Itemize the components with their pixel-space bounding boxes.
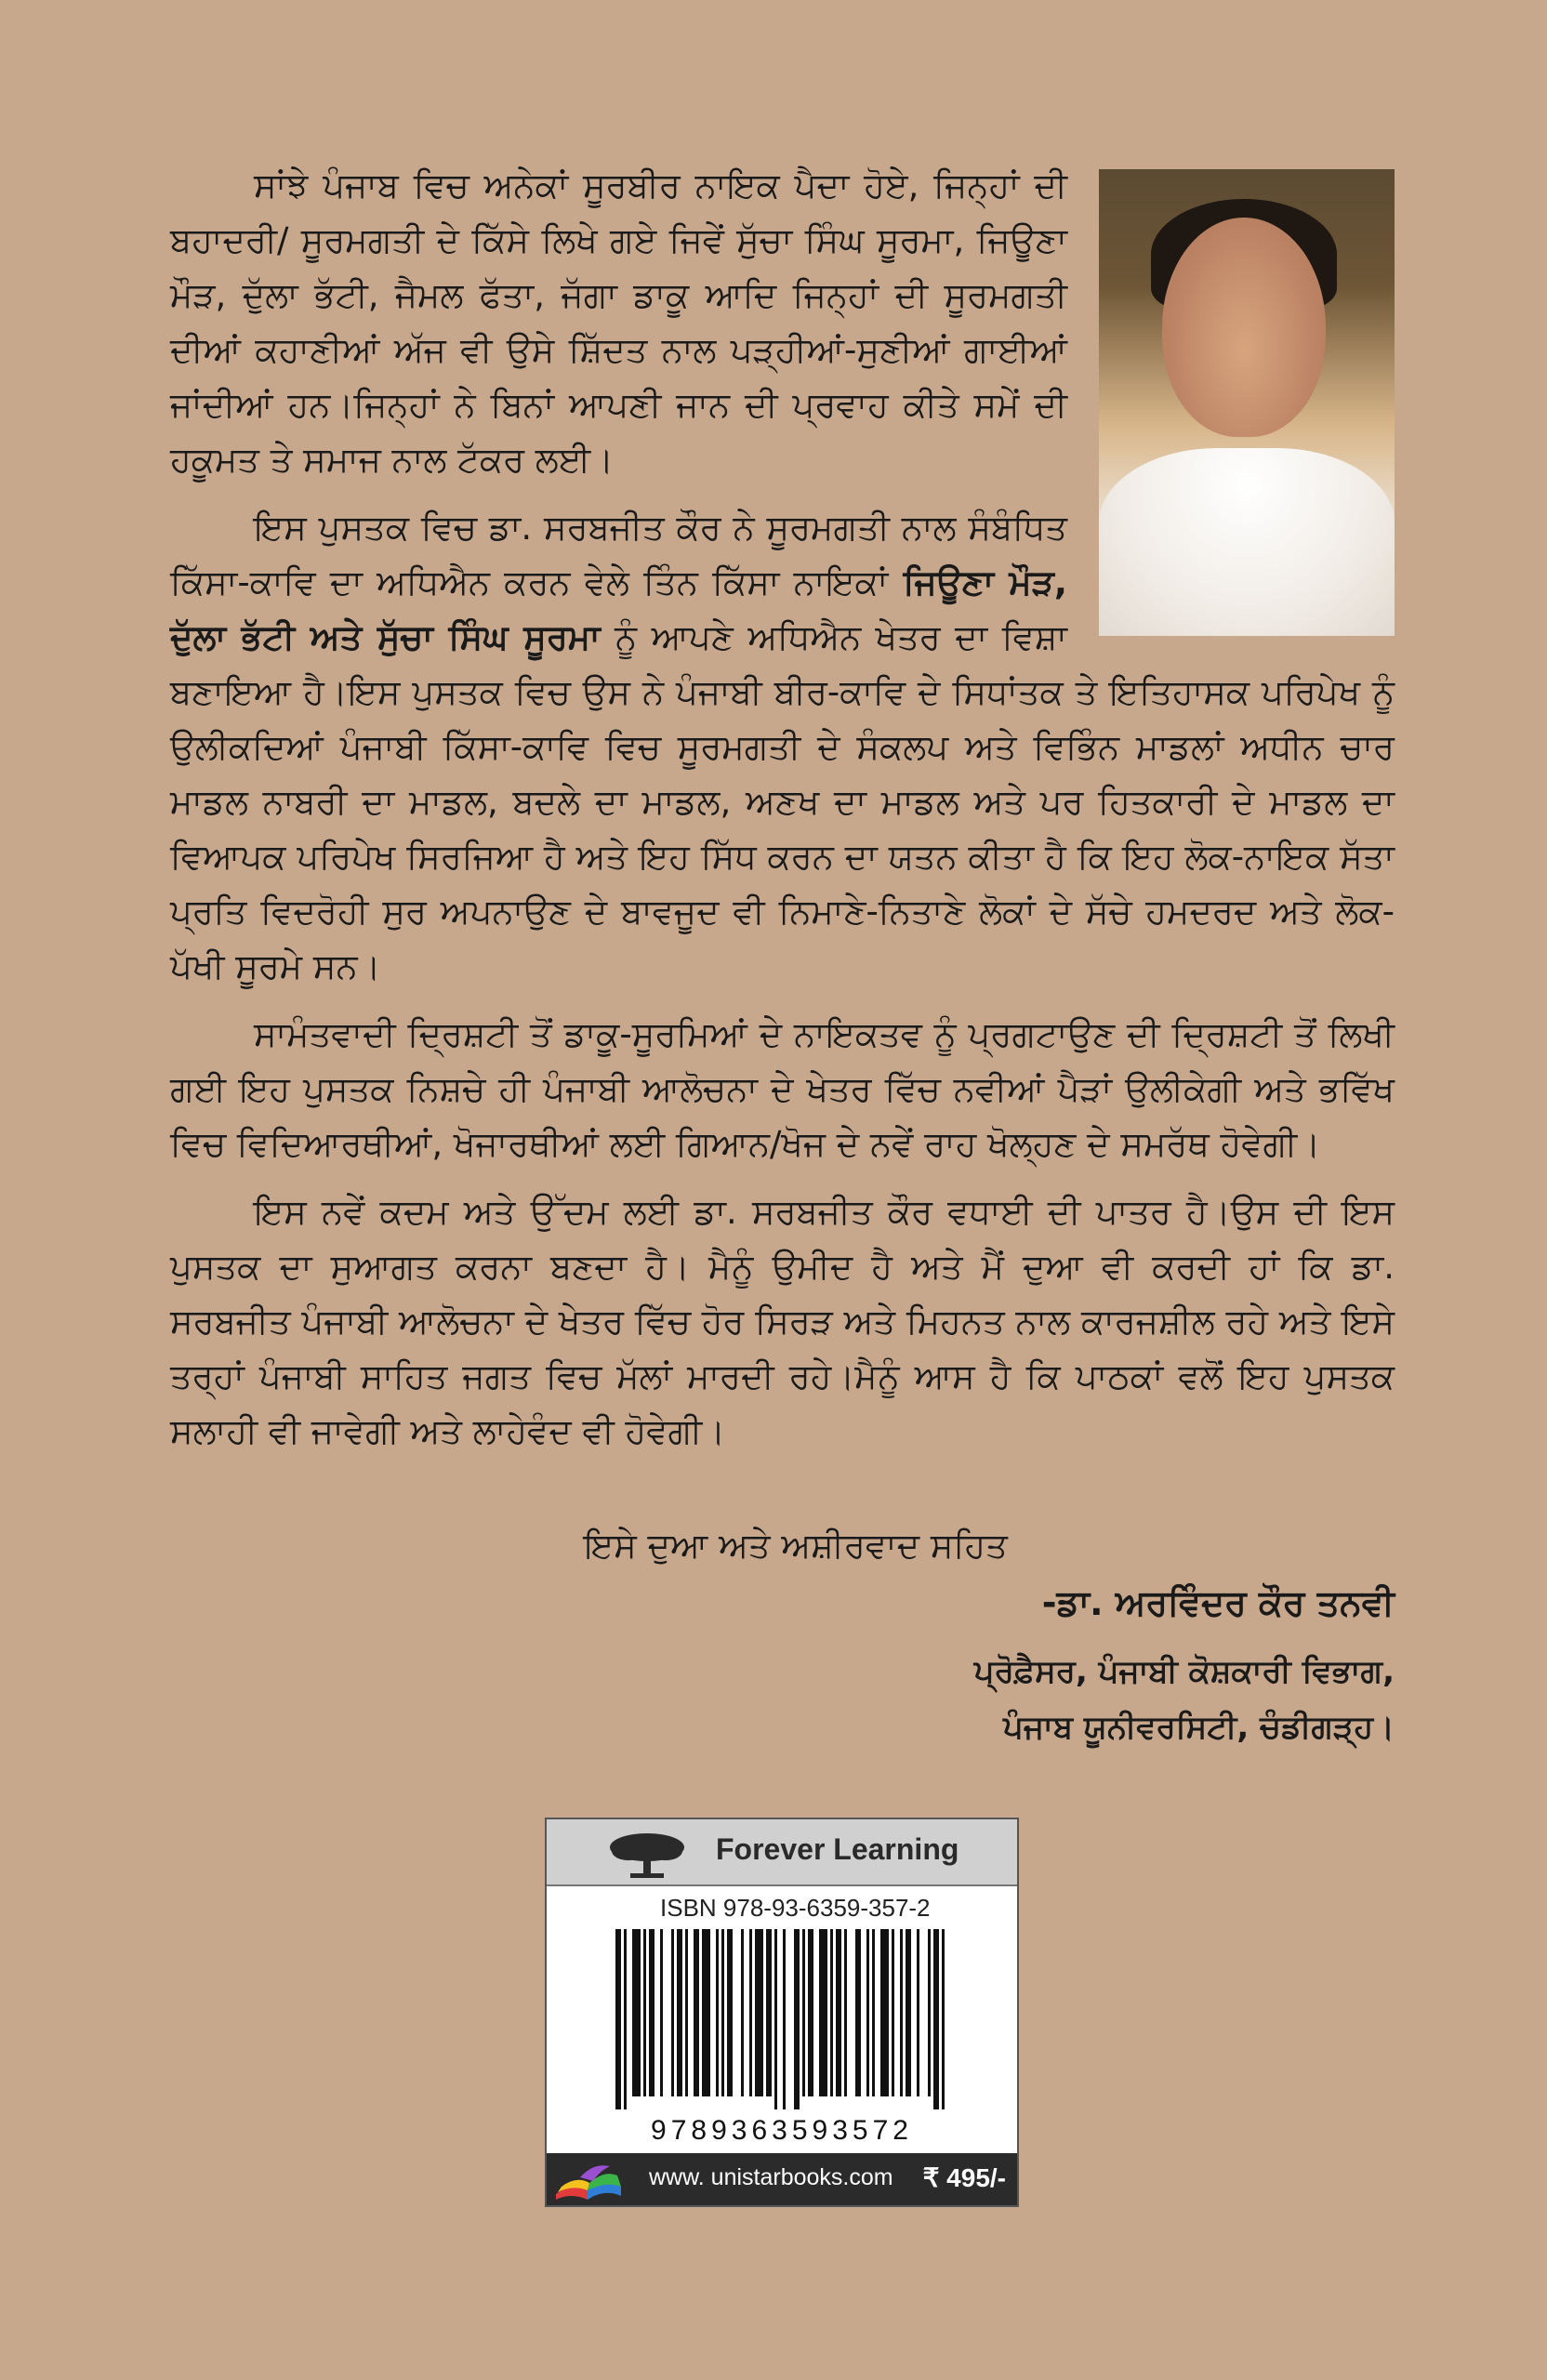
author-signature: -ਡਾ. ਅਰਵਿੰਦਰ ਕੌਰ ਤਨਵੀ xyxy=(1041,1582,1395,1623)
paragraph-2-rest: ਆਪਣੇ ਅਧਿਐਨ ਖੇਤਰ ਦਾ ਵਿਸ਼ਾ ਬਣਾਇਆ ਹੈ।ਇਸ ਪੁਸਤਕ ਵਿਚ ਉਸ ਨੇ ਪੰਜਾਬੀ ਬੀਰ-ਕਾਵਿ ਦੇ ਸਿਧਾਂਤਕ ਤੇ ਇਤਿਹਾਸਕ ਪਰਿਪੇਖ ਨੂੰ ਉਲੀਕਦਿਆਂ ਪੰਜਾਬੀ ਕਿੱਸਾ-ਕਾਵਿ ਵਿਚ ਸੂਰਮਗਤੀ ਦੇ ਸੰਕਲਪ ਅਤੇ ਵਿਭਿੰਨ ਮਾਡਲਾਂ ਅਧੀਨ ਚਾਰ ਮਾਡਲ ਨਾਬਰੀ ਦਾ ਮਾਡਲ, ਬਦਲੇ ਦਾ ਮਾਡਲ, ਅਣਖ ਦਾ ਮਾਡਲ ਅਤੇ ਪਰ ਹਿਤਕਾਰੀ ਦੇ ਮਾਡਲ ਦਾ ਵਿਆਪਕ ਪਰਿਪੇਖ ਸਿਰਜਿਆ ਹੈ ਅਤੇ ਇਹ ਸਿੱਧ ਕਰਨ ਦਾ ਯਤਨ ਕੀਤਾ ਹੈ ਕਿ ਇਹ ਲੋਕ-ਨਾਇਕ ਸੱਤਾ ਪ੍ਰਤਿ ਵਿਦਰੋਹੀ ਸੁਰ ਅਪਨਾਉਣ ਦੇ ਬਾਵਜੂਦ ਵੀ ਨਿਮਾਣੇ-ਨਿਤਾਣੇ ਲੋਕਾਂ ਦੇ ਸੱਚੇ ਹਮਦਰਦ ਅਤੇ ਲੋਕ-ਪੱਖੀ ਸੂਰਮੇ ਸਨ। xyxy=(170,617,1395,986)
barcode-bar xyxy=(685,1929,688,2096)
paragraph-2-start: ਇਸ ਪੁਸਤਕ ਵਿਚ ਡਾ. ਸਰਬਜੀਤ ਕੌਰ ਨੇ ਸੂਰਮਗਤੀ ਨਾਲ ਸੰਬੰਧਿਤ ਕਿੱਸਾ-ਕਾਵਿ ਦਾ ਅਧਿਐਨ ਕਰਨ ਵੇਲੇ ਤਿੰਨ ਕਿੱਸਾ ਨਾਇਕਾਂ xyxy=(170,508,1067,602)
barcode-bar xyxy=(741,1929,744,2096)
barcode-bar xyxy=(917,1929,919,2096)
blessing-line: ਇਸੇ ਦੁਆ ਅਤੇ ਅਸ਼ੀਰਵਾਦ ਸਹਿਤ xyxy=(584,1526,1008,1566)
paragraph-4: ਇਸ ਨਵੇਂ ਕਦਮ ਅਤੇ ਉੱਦਮ ਲਈ ਡਾ. ਸਰਬਜੀਤ ਕੌਰ ਵਧਾਈ ਦੀ ਪਾਤਰ ਹੈ।ਉਸ ਦੀ ਇਸ ਪੁਸਤਕ ਦਾ ਸੁਆਗਤ ਕਰਨਾ ਬਣਦਾ ਹੈ। ਮੈਨੂੰ ਉਮੀਦ ਹੈ ਅਤੇ ਮੈਂ ਦੁਆ ਵੀ ਕਰਦੀ ਹਾਂ ਕਿ ਡਾ. ਸਰਬਜੀਤ ਪੰਜਾਬੀ ਆਲੋਚਨਾ ਦੇ ਖੇਤਰ ਵਿੱਚ ਹੋਰ ਸਿਰੜ ਅਤੇ ਮਿਹਨਤ ਨਾਲ ਕਾਰਜਸ਼ੀਲ ਰਹੇ ਅਤੇ ਇਸੇ ਤਰ੍ਹਾਂ ਪੰਜਾਬੀ ਸਾਹਿਤ ਜਗਤ ਵਿਚ ਮੱਲਾਂ ਮਾਰਦੀ ਰਹੇ।ਮੈਨੂੰ ਆਸ ਹੈ ਕਿ ਪਾਠਕਾਂ ਵਲੋਂ ਇਹ ਪੁਸਤਕ ਸਲਾਹੀ ਵੀ ਜਾਵੇਗੀ ਅਤੇ ਲਾਹੇਵੰਦ ਵੀ ਹੋਵੇਗੀ। xyxy=(170,1192,1395,1451)
barcode-bar xyxy=(892,1929,894,2096)
signature-block xyxy=(974,1575,1395,1755)
hero-names: ਜਿਊਣਾ ਮੌੜ, ਦੁੱਲਾ ਭੱਟੀ ਅਤੇ ਸੁੱਚਾ ਸਿੰਘ ਸੂਰਮਾ xyxy=(170,562,1067,657)
barcode-bar xyxy=(819,1929,827,2096)
publisher-name: Forever Learning xyxy=(716,1832,959,1866)
photo-face xyxy=(1162,218,1326,437)
barcode-bar xyxy=(900,1929,903,2096)
barcode-bar xyxy=(749,1929,752,2096)
barcode-bar xyxy=(677,1929,682,2096)
barcode-bar xyxy=(783,1929,786,2109)
publisher-header xyxy=(547,1819,1017,1886)
barcode-bar xyxy=(880,1929,889,2096)
tree-icon xyxy=(604,1831,690,1879)
barcode-bar xyxy=(694,1929,699,2096)
barcode-digits: 9789363593572 xyxy=(651,2115,913,2146)
barcode-bar xyxy=(906,1929,911,2096)
publisher-footer xyxy=(547,2153,1017,2205)
barcode-bar xyxy=(794,1929,800,2109)
barcode-bar xyxy=(615,1929,621,2109)
barcode-bars xyxy=(615,1929,950,2109)
book-price: ₹ 495/- xyxy=(922,2163,1006,2192)
barcode-bar xyxy=(727,1929,733,2096)
barcode-bar xyxy=(855,1929,861,2096)
publisher-website: www. unistarbooks.com xyxy=(649,2164,893,2190)
barcode-bar xyxy=(624,1929,627,2109)
author-photo xyxy=(1099,169,1395,636)
barcode-bar xyxy=(866,1929,869,2096)
book-logo-icon xyxy=(552,2159,625,2202)
barcode-bar xyxy=(660,1929,663,2096)
barcode-bar xyxy=(872,1929,875,2096)
barcode-bar xyxy=(766,1929,772,2096)
barcode-bar xyxy=(844,1929,847,2096)
barcode-bar xyxy=(802,1929,805,2096)
author-title: ਪ੍ਰੋਫ਼ੈਸਰ, ਪੰਜਾਬੀ ਕੋਸ਼ਕਾਰੀ ਵਿਭਾਗ, xyxy=(973,1653,1395,1690)
blurb-text xyxy=(170,158,1395,1472)
barcode-bar xyxy=(702,1929,710,2096)
isbn-number: ISBN 978-93-6359-357-2 xyxy=(660,1894,931,1922)
barcode-bar xyxy=(649,1929,654,2096)
barcode-bar xyxy=(755,1929,763,2096)
barcode-bar xyxy=(928,1929,931,2096)
barcode-bar xyxy=(942,1929,945,2109)
paragraph-3: ਸਾਮੰਤਵਾਦੀ ਦ੍ਰਿਸ਼ਟੀ ਤੋਂ ਡਾਕੂ-ਸੂਰਮਿਆਂ ਦੇ ਨਾਇਕਤਵ ਨੂੰ ਪ੍ਰਗਟਾਉਣ ਦੀ ਦ੍ਰਿਸ਼ਟੀ ਤੋਂ ਲਿਖੀ ਗਈ ਇਹ ਪੁਸਤਕ ਨਿਸ਼ਚੇ ਹੀ ਪੰਜਾਬੀ ਆਲੋਚਨਾ ਦੇ ਖੇਤਰ ਵਿੱਚ ਨਵੀਆਂ ਪੈੜਾਂ ਉਲੀਕੇਗੀ ਅਤੇ ਭਵਿੱਖ ਵਿਚ ਵਿਦਿਆਰਥੀਆਂ, ਖੋਜਾਰਥੀਆਂ ਲਈ ਗਿਆਨ/ਖੋਜ ਦੇ ਨਵੇਂ ਰਾਹ ਖੋਲ੍ਹਣ ਦੇ ਸਮਰੱਥ ਹੋਵੇਗੀ। xyxy=(170,1014,1395,1164)
barcode-bar xyxy=(808,1929,813,2096)
barcode-bar xyxy=(716,1929,719,2096)
barcode-bar xyxy=(643,1929,646,2096)
author-institution: ਪੰਜਾਬ ਯੂਨੀਵਰਸਿਟੀ, ਚੰਡੀਗੜ੍ਹ। xyxy=(1003,1709,1395,1746)
barcode-bar xyxy=(721,1929,724,2096)
barcode-bar xyxy=(830,1929,833,2096)
paragraph-2-particle: ਨੂੰ xyxy=(600,617,638,657)
barcode-bar xyxy=(671,1929,674,2096)
barcode-bar xyxy=(632,1929,641,2096)
barcode-bar xyxy=(774,1929,777,2109)
paragraph-1: ਸਾਂਝੇ ਪੰਜਾਬ ਵਿਚ ਅਨੇਕਾਂ ਸੂਰਬੀਰ ਨਾਇਕ ਪੈਦਾ ਹੋਏ, ਜਿਨ੍ਹਾਂ ਦੀ ਬਹਾਦਰੀ/ ਸੂਰਮਗਤੀ ਦੇ ਕਿੱਸੇ ਲਿਖੇ ਗਏ ਜਿਵੇਂ ਸੁੱਚਾ ਸਿੰਘ ਸੂਰਮਾ, ਜਿਊਣਾ ਮੌੜ, ਦੁੱਲਾ ਭੱਟੀ, ਜੈਮਲ ਫੱਤਾ, ਜੱਗਾ ਡਾਕੂ ਆਦਿ ਜਿਨ੍ਹਾਂ ਦੀ ਸੂਰਮਗਤੀ ਦੀਆਂ ਕਹਾਣੀਆਂ ਅੱਜ ਵੀ ਉਸੇ ਸ਼ਿੱਦਤ ਨਾਲ ਪੜ੍ਹੀਆਂ-ਸੁਣੀਆਂ ਗਾਈਆਂ ਜਾਂਦੀਆਂ ਹਨ।ਜਿਨ੍ਹਾਂ ਨੇ ਬਿਨਾਂ ਆਪਣੀ ਜਾਨ ਦੀ ਪ੍ਰਵਾਹ ਕੀਤੇ ਸਮੇਂ ਦੀ ਹਕੂਮਤ ਤੇ ਸਮਾਜ ਨਾਲ ਟੱਕਰ ਲਈ। xyxy=(170,165,1067,480)
barcode-box xyxy=(545,1818,1019,2207)
photo-scarf xyxy=(1099,448,1395,636)
barcode-bar xyxy=(836,1929,841,2096)
barcode-bar xyxy=(933,1929,939,2109)
